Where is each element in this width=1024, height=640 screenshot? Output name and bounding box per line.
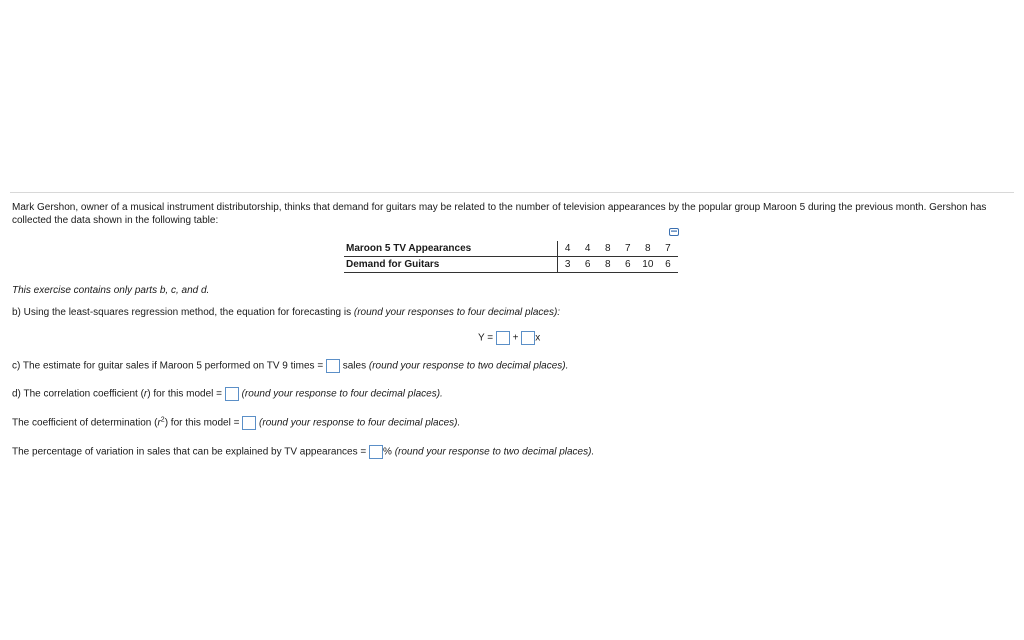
table-row [344,257,678,273]
coef-det-exp: 2 [160,416,165,424]
table-cell: 3 [557,257,578,273]
problem-intro: Mark Gershon, owner of a musical instrument distributorship, thinks that demand for guitars may be related to the number of television appearances by the popular group Maroon 5 during the previous month. Gershon has collected the data shown in the following table: [12,202,987,226]
table-cell: 6 [618,257,638,273]
coef-det-hint: (round your response to four decimal places). [259,417,461,429]
part-d-text2: ) for this model = [147,388,223,400]
pct-var-after: % [383,446,392,458]
table-cell: 4 [557,241,578,257]
eq-prefix: Y = [478,332,494,344]
table-cell: 8 [598,241,618,257]
coef-det-r: r [157,417,161,429]
part-b-hint: (round your responses to four decimal places): [353,307,561,318]
eq-plus: + [512,332,519,344]
coef-det-text2: ) for this model = [164,417,240,429]
row-label: Demand for Guitars [344,257,557,273]
data-table [344,241,678,273]
part-d-question [12,387,443,401]
eq-x: x [535,332,541,344]
part-c-question [12,359,568,373]
table-cell: 8 [598,257,618,273]
part-c-after: sales [342,360,367,372]
copy-table-icon[interactable] [669,228,679,236]
part-d-r: r [143,388,148,400]
exercise-note: This exercise contains only parts b, c, and d. [12,285,210,296]
row-label: Maroon 5 TV Appearances [344,241,557,257]
part-d-hint: (round your response to four decimal places). [241,388,443,400]
pct-var-hint: (round your response to two decimal places). [394,446,595,458]
table-row [344,241,678,257]
table-cell: 8 [638,241,658,257]
pct-var-question [12,445,594,459]
percentage-input[interactable] [369,445,383,459]
intercept-input[interactable] [496,331,510,345]
pct-var-text: The percentage of variation in sales that can be explained by TV appearances = [12,446,367,458]
part-c-hint: (round your response to two decimal places). [368,360,569,372]
table-cell: 7 [618,241,638,257]
slope-input[interactable] [521,331,535,345]
coef-det-text: The coefficient of determination ( [12,417,158,429]
part-d-text: d) The correlation coefficient ( [12,388,144,400]
table-cell: 10 [638,257,658,273]
table-cell: 6 [578,257,598,273]
part-b-text: b) Using the least-squares regression method, the equation for forecasting is [12,307,354,318]
sales-estimate-input[interactable] [326,359,340,373]
determination-input[interactable] [242,416,256,430]
part-b-question [12,307,560,318]
table-cell: 4 [578,241,598,257]
table-cell: 6 [658,257,678,273]
correlation-input[interactable] [225,387,239,401]
coef-det-question [12,416,460,430]
regression-equation [478,331,540,345]
top-divider [10,192,1014,193]
part-c-text: c) The estimate for guitar sales if Maroon 5 performed on TV 9 times = [12,360,324,372]
table-cell: 7 [658,241,678,257]
